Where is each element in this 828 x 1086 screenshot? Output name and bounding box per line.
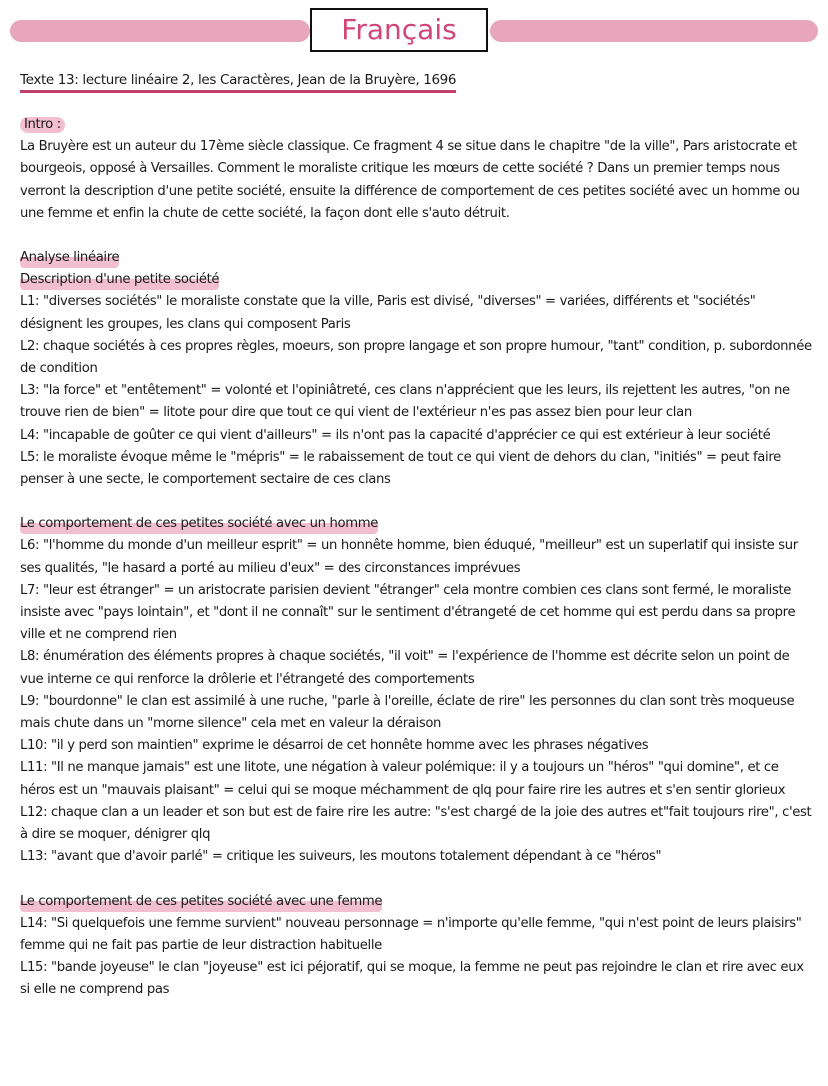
header-band-left bbox=[10, 20, 310, 42]
section-description bbox=[20, 269, 815, 491]
section-title: Description d'une petite société bbox=[20, 270, 219, 290]
analysis-line: L1: "diverses sociétés" le moraliste constate que la ville, Paris est divisé, "diverses" = variées, différents et "sociétés" désignent les groupes, les clans qui composent Paris bbox=[20, 294, 756, 332]
analysis-line: L13: "avant que d'avoir parlé" = critique les suiveurs, les moutons totalement dépendant à ce "héros" bbox=[20, 849, 662, 865]
analysis-line: L3: "la force" et "entêtement" = volonté et l'opiniâtreté, ces clans n'apprécient que les leurs, ils rejettent les autres, "on ne trouve rien de bien" = litote pour dire que tout ce qui vient de l'extérieur n'es pas assez bien pour leur clan bbox=[20, 383, 790, 421]
analysis-line: L10: "il y perd son maintien" exprime le désarroi de cet honnête homme avec les phrases négatives bbox=[20, 738, 649, 754]
section-title: Le comportement de ces petites société avec une femme bbox=[20, 892, 382, 912]
analyse-title: Analyse linéaire bbox=[20, 248, 119, 268]
section-title: Le comportement de ces petites société avec un homme bbox=[20, 514, 378, 534]
analysis-line: L11: "Il ne manque jamais" est une litote, une négation à valeur polémique: il y a toujours un "héros" "qui domine", et ce héros est un "mauvais plaisant" = celui qui se moque méchamment de qlq pour faire rire les autres et s'en sentir glorieux bbox=[20, 760, 786, 798]
analysis-line: L8: énumération des éléments propres à chaque sociétés, "il voit" = l'expérience de l'homme est décrite selon un point de vue interne ce qui renforce la drôlerie et l'étrangeté des comportements bbox=[20, 649, 790, 687]
analysis-line: L6: "l'homme du monde d'un meilleur esprit" = un honnête homme, bien éduqué, "meilleur" est un superlatif qui insiste sur ses qualités, "le hasard a porté au milieu d'eux" = des circonstances imprévues bbox=[20, 538, 798, 576]
text-heading: Texte 13: lecture linéaire 2, les Caractères, Jean de la Bruyère, 1696 bbox=[20, 70, 456, 93]
analysis-line: L15: "bande joyeuse" le clan "joyeuse" est ici péjoratif, qui se moque, la femme ne peut pas rejoindre le clan et rire avec eux si elle ne comprend pas bbox=[20, 960, 804, 998]
analysis-line: L4: "incapable de goûter ce qui vient d'ailleurs" = ils n'ont pas la capacité d'apprécier ce qui est extérieur à leur société bbox=[20, 427, 771, 443]
document-body bbox=[20, 70, 815, 1002]
page-title: Français bbox=[310, 8, 488, 52]
analysis-line: L12: chaque clan a un leader et son but est de faire rire les autre: "s'est chargé de la joie des autres et"fait toujours rire", c'est à dire se moquer, dénigrer qlq bbox=[20, 804, 812, 843]
analysis-line: L2: chaque sociétés à ces propres règles, moeurs, son propre langage et son propre humour, "tant" condition, p. subordonnée de condition bbox=[20, 338, 812, 377]
analysis-line: L9: "bourdonne" le clan est assimilé à une ruche, "parle à l'oreille, éclate de rire" les personnes du clan sont très moqueuse mais chute dans un "morne silence" cela met en valeur la déraison bbox=[20, 693, 795, 732]
header-band-right bbox=[490, 20, 818, 42]
analysis-line: L7: "leur est étranger" = un aristocrate parisien devient "étranger" cela montre combien ces clans sont fermé, le moraliste insiste avec "pays lointain", et "dont il ne connaît" sur le sentiment d'étrangeté de cet homme qui est perdu dans sa propre ville et ne comprend rien bbox=[20, 582, 796, 643]
intro-label: Intro : bbox=[20, 117, 65, 133]
analysis-line: L5: le moraliste évoque même le "mépris" = le rabaissement de tout ce qui vient de dehors du clan, "initiés" = peut faire penser à une secte, le comportement sectaire de ces clans bbox=[20, 449, 781, 488]
intro-paragraph: La Bruyère est un auteur du 17ème siècle classique. Ce fragment 4 se situe dans le chapitre "de la ville", Pars aristocrate et bourgeois, opposé à Versailles. Comment le moraliste critique les mœurs de cette société ? Dans un premier temps nous verront la description d'une petite société, ensuite la différence de comportement de ces petites société avec un homme ou une femme et enfin la chute de cette société, la façon dont elle s'auto détruit. bbox=[20, 139, 800, 221]
section-homme bbox=[20, 513, 815, 868]
section-femme bbox=[20, 891, 815, 1002]
analysis-line: L14: "Si quelquefois une femme survient" nouveau personnage = n'importe qu'elle femme, "qui n'est point de leurs plaisirs" femme qui ne fait pas partie de leur distraction habituelle bbox=[20, 915, 802, 953]
